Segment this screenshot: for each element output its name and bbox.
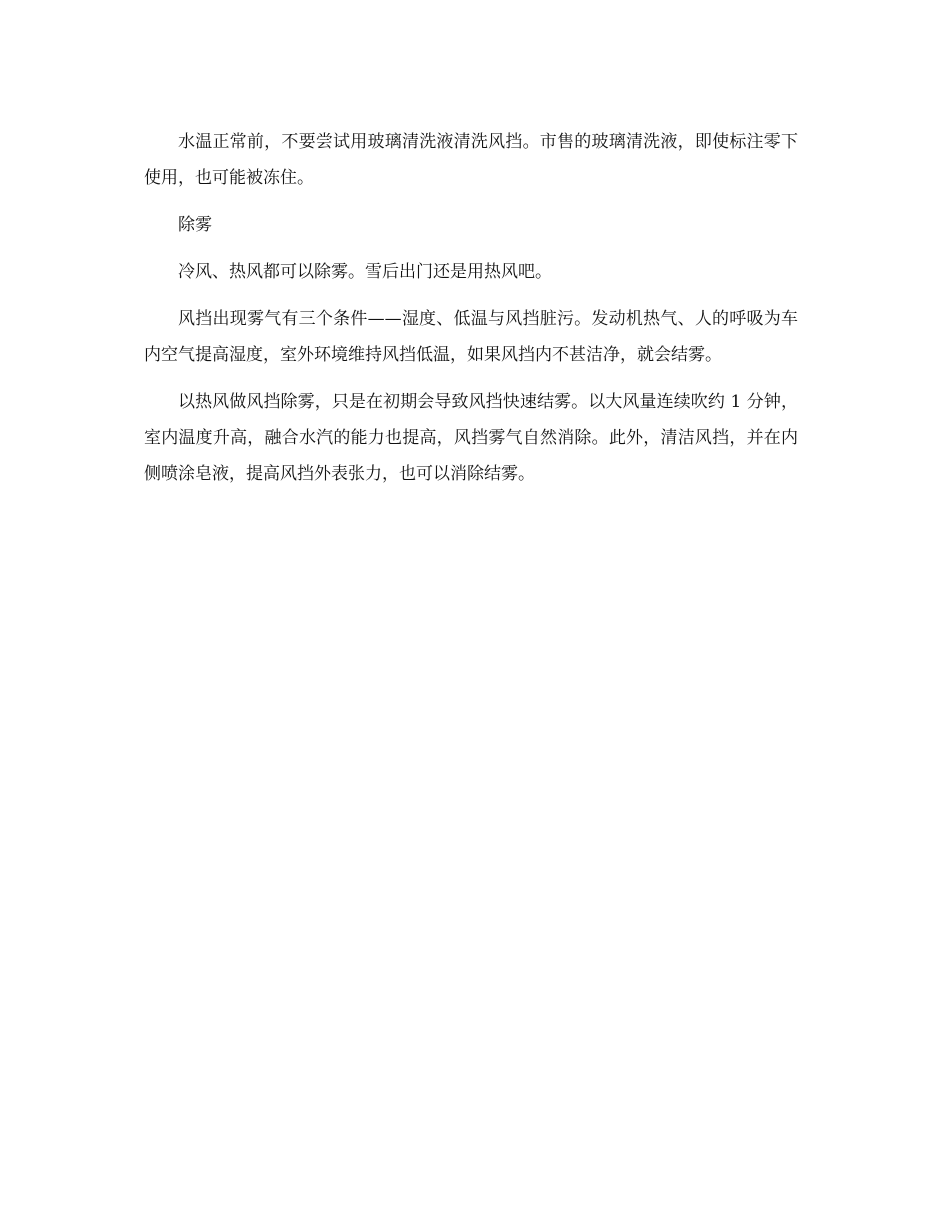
paragraph-cold-hot-air: 冷风、热风都可以除雾。雪后出门还是用热风吧。 [178, 262, 552, 282]
paragraph-hot-air-defog: 以热风做风挡除雾，只是在初期会导致风挡快速结雾。以大风量连续吹约 1 分钟，室内温度升高，融合水汽的能力也提高，风挡雾气自然消除。此外，清洁风挡，并在内侧喷涂皂液，提高风挡外表张力，也可以消除结雾。 [144, 392, 798, 484]
section-heading-defog: 除雾 [178, 215, 212, 235]
paragraph-fog-conditions: 风挡出现雾气有三个条件——湿度、低温与风挡脏污。发动机热气、人的呼吸为车内空气提高湿度，室外环境维持风挡低温，如果风挡内不甚洁净，就会结雾。 [144, 309, 798, 365]
document-body [144, 124, 798, 503]
paragraph-windshield-washer: 水温正常前，不要尝试用玻璃清洗液清洗风挡。市售的玻璃清洗液，即使标注零下使用，也可能被冻住。 [144, 132, 798, 188]
